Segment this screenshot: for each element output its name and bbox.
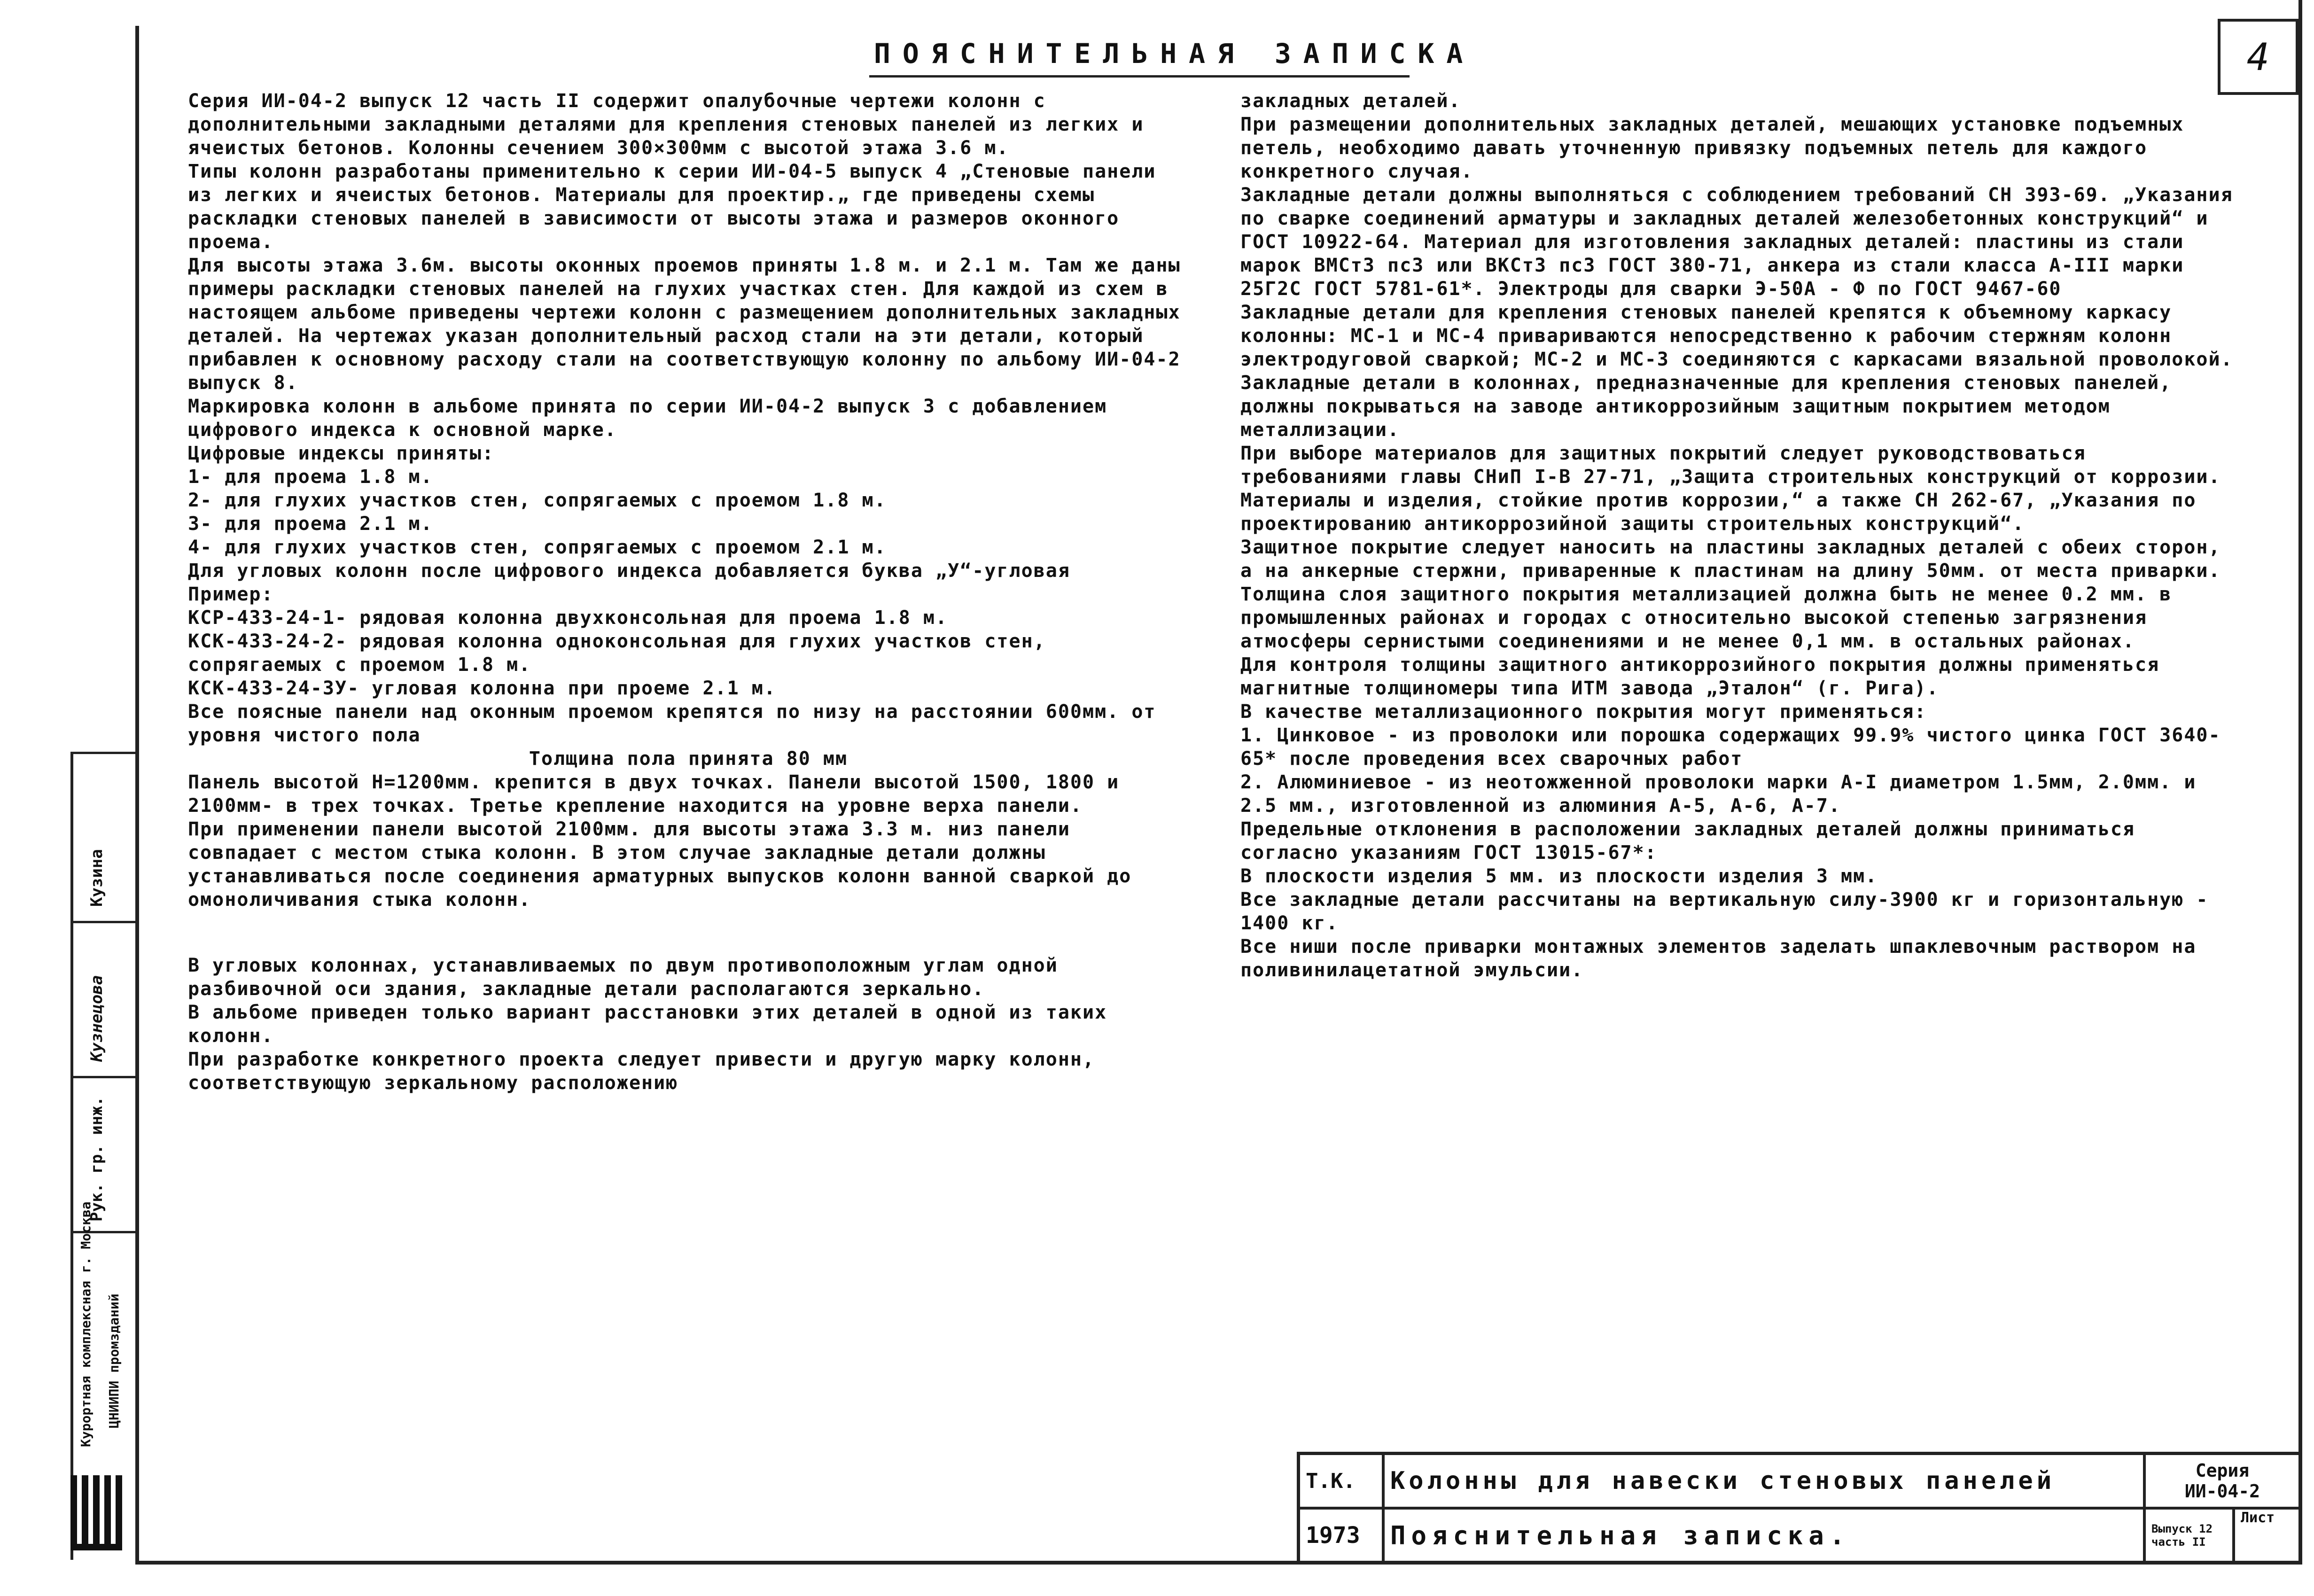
- institute-logo-icon: [66, 1466, 136, 1560]
- stamp-issue-label: Выпуск 12 часть II: [2146, 1510, 2235, 1564]
- stamp-series-label: Серия: [2195, 1460, 2250, 1481]
- side-divider: [73, 921, 137, 923]
- stamp-series-value: ИИ-04-2: [2184, 1481, 2260, 1502]
- paragraph: 1. Цинковое - из проволоки или порошка содержащих 99.9% чистого цинка ГОСТ 3640-65* после проведения всех сварочных работ: [1240, 724, 2221, 770]
- left-text-column: [188, 89, 1193, 1095]
- side-org: Курортная комплексная г. Москва: [78, 1201, 93, 1447]
- paragraph: Типы колонн разработаны применительно к серии ИИ-04-5 выпуск 4 „Стеновые панели из легких и ячеистых бетонов. Материалы для проектир.„ где приведены схемы раскладки стеновых панелей в зависимости от высоты этажа и размеров оконного проема.: [188, 161, 1169, 253]
- paragraph: При разработке конкретного проекта следует привести и другую марку колонн, соответствующую зеркальному расположению: [188, 1049, 1107, 1094]
- side-signature: Кузнецова: [87, 975, 106, 1062]
- paragraph: 3- для проема 2.1 м.: [188, 513, 433, 535]
- paragraph: Закладные детали должны выполняться с соблюдением требований СН 393-69. „Указания по сварке соединений арматуры и закладных деталей железобетонных конструкций“ и ГОСТ 10922-64. Материал для изготовления закладных деталей: пластины из стали марок ВМСт3 пс3 или ВКСт3 пс3 ГОСТ 380-71, анкера из стали класса А-III марки 25Г2С ГОСТ 5781-61*. Электроды для сварки Э-50А - Ф по ГОСТ 9467-60: [1240, 184, 2245, 300]
- paragraph: [188, 911, 1189, 954]
- stamp-name: Колонны для навески стеновых панелей: [1385, 1455, 2146, 1510]
- paragraph: Цифровые индексы приняты:: [188, 443, 495, 464]
- paragraph: КСР-433-24-1- рядовая колонна двухконсольная для проема 1.8 м.: [188, 607, 948, 629]
- title-underline: [869, 75, 1410, 78]
- side-role2: Кузина: [87, 849, 106, 907]
- stamp-series: [2146, 1455, 2302, 1510]
- paragraph: Панель высотой Н=1200мм. крепится в двух точках. Панели высотой 1500, 1800 и 2100мм- в трех точках. Третье крепление находится на уровне верха панели.: [188, 771, 1132, 817]
- paragraph: Для контроля толщины защитного антикоррозийного покрытия должны применяться магнитные толщиномеры типа ИТМ завода „Эталон“ (г. Рига).: [1240, 654, 2172, 699]
- stamp-list-label: Лист: [2235, 1510, 2302, 1564]
- stamp-tk-label: Т.К.: [1300, 1455, 1385, 1510]
- paragraph: При размещении дополнительных закладных деталей, мешающих установке подъемных петель, необходимо давать уточненную привязку подъемных петель для каждого конкретного случая.: [1240, 114, 2197, 182]
- side-role1: Рук. гр. инж.: [87, 1096, 106, 1222]
- paragraph: Закладные детали в колоннах, предназначенные для крепления стеновых панелей, должны покрываться на заводе антикоррозийным защитным покрытием методом металлизации.: [1240, 372, 2184, 441]
- paragraph: Пример:: [188, 584, 274, 605]
- side-divider: [73, 752, 137, 754]
- sheet-number: 4: [2218, 19, 2298, 95]
- page-title: ПОЯСНИТЕЛЬНАЯ ЗАПИСКА: [874, 38, 1475, 70]
- stamp-sheet-title: Пояснительная записка.: [1385, 1510, 2146, 1564]
- paragraph: КСК-433-24-2- рядовая колонна одноконсольная для глухих участков стен, сопрягаемых с проемом 1.8 м.: [188, 631, 1058, 676]
- paragraph: В угловых колоннах, устанавливаемых по двум противоположным углам одной разбивочной оси здания, закладные детали располагаются зеркально.: [188, 955, 1070, 1000]
- paragraph: Предельные отклонения в расположении закладных деталей должны приниматься согласно указаниям ГОСТ 13015-67*:: [1240, 818, 2148, 864]
- paragraph: 4- для глухих участков стен, сопрягаемых с проемом 2.1 м.: [188, 537, 887, 558]
- paragraph: КСК-433-24-3У- угловая колонна при проеме 2.1 м.: [188, 677, 776, 699]
- title-block-stamp: [1297, 1452, 2302, 1564]
- paragraph: При выборе материалов для защитных покрытий следует руководствоваться требованиями главы СНиП I-В 27-71, „Защита строительных конструкций от коррозии. Материалы и изделия, стойкие против коррозии,“ а также СН 262-67, „Указания по проектированию антикоррозийной защиты строительных конструкций“.: [1240, 443, 2233, 535]
- paragraph: В качестве металлизационного покрытия могут применяться:: [1240, 701, 1927, 723]
- paragraph: Маркировка колонн в альбоме принята по серии ИИ-04-2 выпуск 3 с добавлением цифрового индекса к основной марке.: [188, 396, 1120, 441]
- paragraph: 2. Алюминиевое - из неотожженной проволоки марки А-I диаметром 1.5мм, 2.0мм. и 2.5 мм., изготовленной из алюминия А-5, А-6, А-7.: [1240, 771, 2209, 817]
- side-approval-stamp: [70, 752, 137, 1560]
- paragraph: Защитное покрытие следует наносить на пластины закладных деталей с обеих сторон, а на анкерные стержни, приваренные к пластинам на длину 50мм. от места приварки.: [1240, 537, 2233, 582]
- paragraph: Все закладные детали рассчитаны на вертикальную силу-3900 кг и горизонтальную - 1400 кг.: [1240, 889, 2221, 934]
- paragraph: В плоскости изделия 5 мм. из плоскости изделия 3 мм.: [1240, 865, 1878, 887]
- paragraph: При применении панели высотой 2100мм. для высоты этажа 3.3 м. низ панели совпадает с местом стыка колонн. В этом случае закладные детали должны устанавливаться после соединения арматурных выпусков колонн ванной сваркой до омоноличивания стыка колонн.: [188, 818, 1144, 911]
- paragraph: 2- для глухих участков стен, сопрягаемых с проемом 1.8 м.: [188, 490, 887, 511]
- right-text-column: [1240, 89, 2245, 982]
- paragraph: закладных деталей.: [1240, 90, 1461, 112]
- side-institute: ЦНИИПИ промзданий: [106, 1293, 122, 1428]
- paragraph: Толщина пола принята 80 мм: [529, 748, 848, 770]
- paragraph: В альбоме приведен только вариант расстановки этих деталей в одной из таких колонн.: [188, 1002, 1120, 1047]
- stamp-year: 1973: [1300, 1510, 1385, 1564]
- paragraph: Все поясные панели над оконным проемом крепятся по низу на расстоянии 600мм. от уровня чистого пола: [188, 701, 1169, 746]
- side-divider: [73, 1076, 137, 1078]
- paragraph: Для угловых колонн после цифрового индекса добавляется буква „У“-угловая: [188, 560, 1070, 582]
- paragraph: 1- для проема 1.8 м.: [188, 466, 433, 488]
- paragraph: Для высоты этажа 3.6м. высоты оконных проемов приняты 1.8 м. и 2.1 м. Там же даны примеры раскладки стеновых панелей на глухих участках стен. Для каждой из схем в настоящем альбоме приведены чертежи колонн с размещением дополнительных закладных деталей. На чертежах указан дополнительный расход стали на эти детали, который прибавлен к основному расходу стали на соответствующую колонну по альбому ИИ-04-2 выпуск 8.: [188, 255, 1193, 394]
- paragraph: Все ниши после приварки монтажных элементов заделать шпаклевочным раствором на поливинилацетатной эмульсии.: [1240, 936, 2209, 981]
- paragraph: Толщина слоя защитного покрытия металлизацией должна быть не менее 0.2 мм. в промышленных районах и городах с относительно высокой степенью загрязнения атмосферы сернистыми соединениями и не менее 0,1 мм. в остальных районах.: [1240, 584, 2184, 652]
- paragraph: Серия ИИ-04-2 выпуск 12 часть II содержит опалубочные чертежи колонн с дополнительными закладными деталями для крепления стеновых панелей из легких и ячеистых бетонов. Колонны сечением 300×300мм с высотой этажа 3.6 м.: [188, 90, 1156, 159]
- paragraph: Закладные детали для крепления стеновых панелей крепятся к объемному каркасу колонны: МС-1 и МС-4 привариваются непосредственно к рабочим стержням колонн электродуговой сваркой; МС-2 и МС-3 соединяются с каркасами вязальной проволокой.: [1240, 302, 2233, 370]
- frame-border-right: [2298, 0, 2302, 1565]
